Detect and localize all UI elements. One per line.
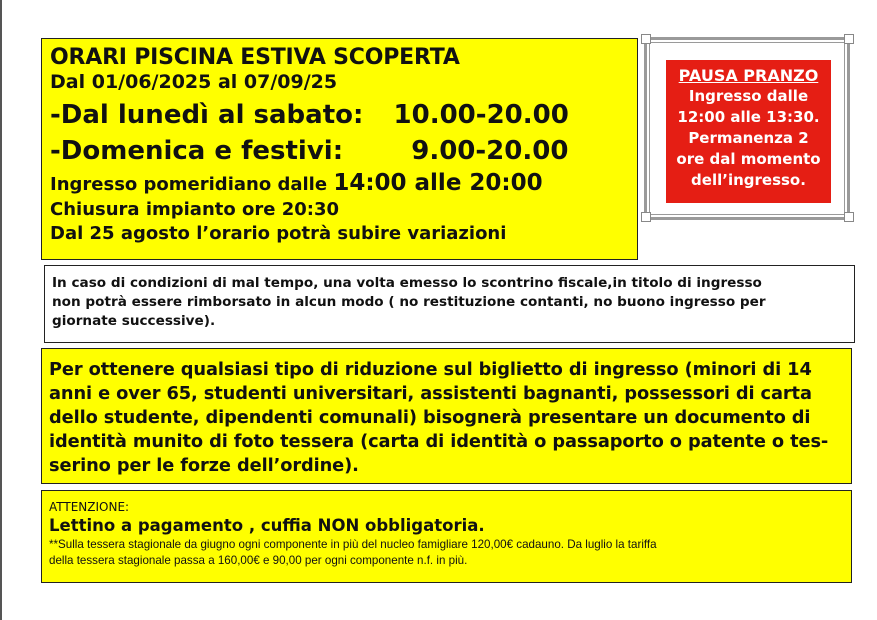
notice-small-line: **Sulla tessera stagionale da giugno ogni componente in più del nucleo famigliare 120,00€ cadauno. Da luglio la tariffa [49, 538, 657, 551]
lunch-pause-line: Permanenza 2 [688, 129, 809, 147]
reduction-line: Per ottenere qualsiasi tipo di riduzione sul biglietto di ingresso (minori di 14 [49, 359, 812, 380]
notice-main: Lettino a pagamento , cuffia NON obbligatoria. [49, 516, 485, 535]
reduction-line: identità munito di foto tessera (carta di identità o passaporto o patente o tes- [49, 431, 829, 452]
sunday-time: 9.00-20.00 [411, 136, 569, 166]
afternoon-time: 14:00 alle 20:00 [333, 170, 543, 196]
hours-sunday [50, 138, 637, 164]
frame-corner [641, 212, 651, 222]
reduction-line: dello studente, dipendenti comunali) bisognerà presentare un documento di [49, 407, 811, 428]
lunch-pause-line: ore dal momento [676, 150, 821, 168]
afternoon-label: Ingresso pomeridiano dalle [50, 174, 328, 195]
weekdays-label: -Dal lunedì al sabato: [50, 100, 364, 130]
refund-policy-box [44, 265, 855, 343]
lunch-pause-title: PAUSA PRANZO [678, 66, 819, 85]
lunch-pause-line: dell’ingresso. [691, 171, 806, 189]
weekdays-time: 10.00-20.00 [393, 100, 569, 130]
reduction-line: serino per le forze dell’ordine). [49, 455, 359, 476]
lunch-pause-line: 12:00 alle 13:30. [677, 108, 820, 126]
sunday-label: -Domenica e festivi: [50, 136, 344, 166]
attention-notice-box [41, 490, 852, 583]
hours-title: ORARI PISCINA ESTIVA SCOPERTA [50, 45, 460, 70]
opening-hours-box [41, 38, 638, 260]
hours-afternoon [50, 172, 637, 195]
frame-corner [844, 34, 854, 44]
refund-line: giornate successive). [52, 313, 216, 329]
hours-weekdays [50, 102, 637, 128]
reduction-line: anni e over 65, studenti universitari, assistenti bagnanti, possessori di carta [49, 383, 812, 404]
refund-line: non potrà essere rimborsato in alcun modo ( no restituzione contanti, no buono ingresso per [52, 294, 766, 310]
notice-heading: ATTENZIONE: [49, 500, 130, 514]
reduction-info-box [41, 348, 852, 484]
notice-small-line: della tessera stagionale passa a 160,00€ e 90,00 per ogni componente n.f. in più. [49, 554, 468, 567]
frame-corner [641, 34, 651, 44]
lunch-pause-box [666, 60, 831, 203]
frame-corner [844, 212, 854, 222]
hours-period: Dal 01/06/2025 al 07/09/25 [50, 71, 338, 93]
refund-line: In caso di condizioni di mal tempo, una volta emesso lo scontrino fiscale,in titolo di ingresso [52, 275, 762, 291]
hours-closing: Chiusura impianto ore 20:30 [50, 199, 340, 220]
left-edge-line [0, 0, 2, 620]
lunch-pause-line: Ingresso dalle [688, 87, 809, 105]
hours-change-note: Dal 25 agosto l’orario potrà subire variazioni [50, 223, 507, 244]
